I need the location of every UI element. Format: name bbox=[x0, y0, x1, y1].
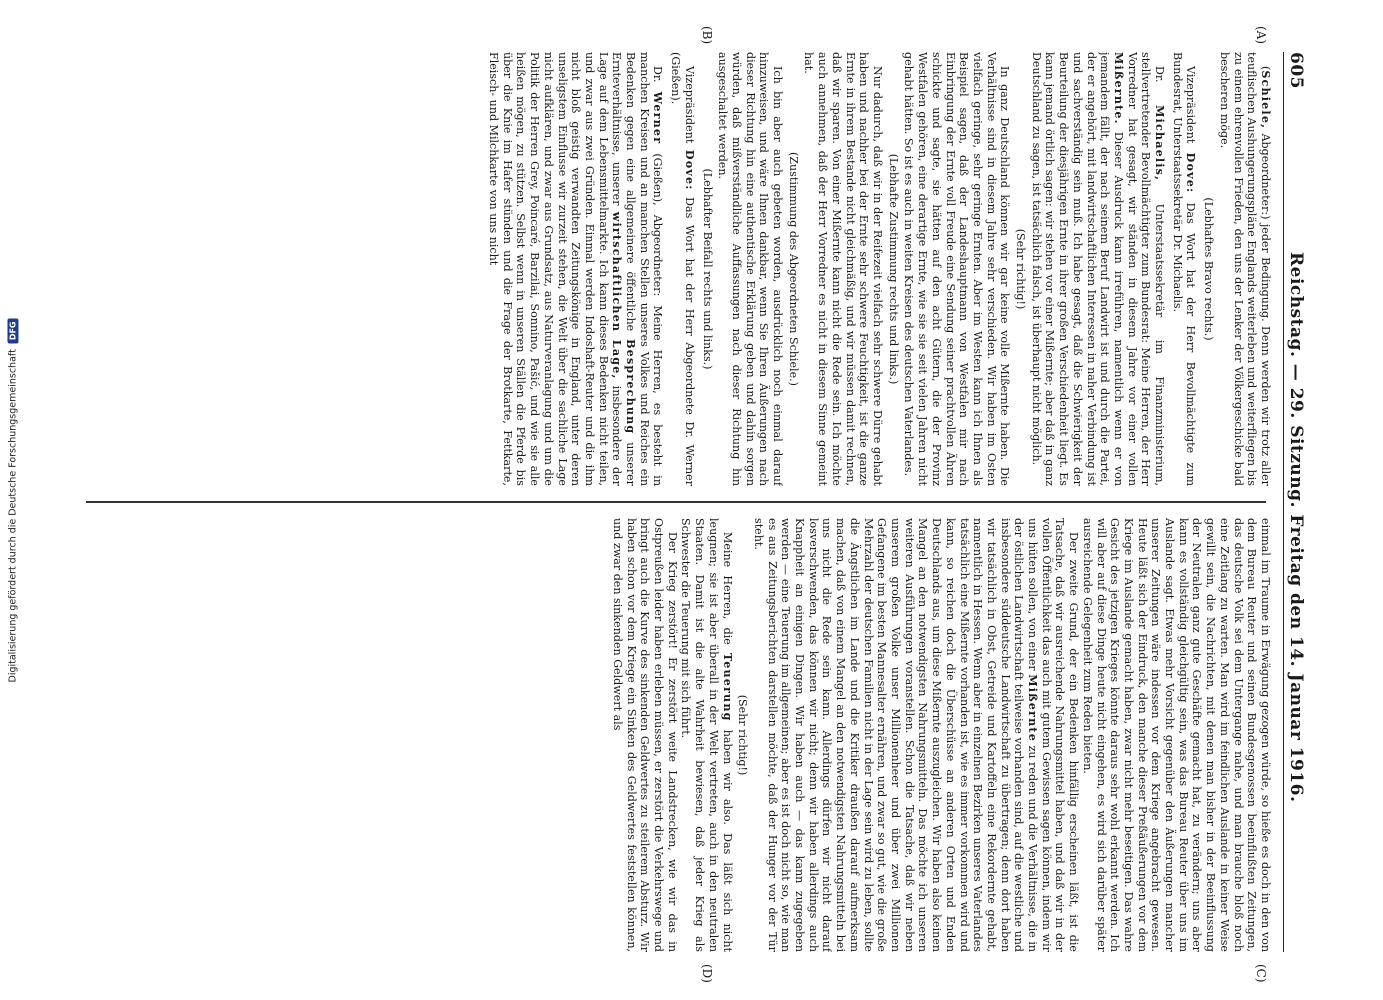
speaker-name: Schiele, bbox=[1259, 70, 1272, 130]
paragraph bbox=[668, 52, 695, 486]
paragraph-text: Meine Herren, es besteht in manchen Kreisen und an manchen Stellen unseres Volkes und Reiches ein Bedenken gegen eine allgemeinere öffentliche bbox=[624, 52, 665, 486]
paragraph-text: jeder Bedingung. Denn werden wir trotz aller teuflischen Aushungerungspläne Englands weiterleben und weiterfliegen bis zu einem ehrenvollen Frieden, den uns der Lenker der Völkergeschicke bald bescheren möge. bbox=[1217, 52, 1272, 486]
emphasis: Mißernte bbox=[1026, 674, 1040, 742]
credit-text: Digitalisierung gefördert durch die Deutsche Forschungsgemeinschaft bbox=[7, 348, 19, 682]
speaker-role: Unterstaatssekretär im Finanzministerium, stellvertretender Bevollmächtigter zum Bundesrat: bbox=[1139, 52, 1167, 486]
speaker-title: Vizepräsident bbox=[682, 66, 696, 144]
dfg-logo: DFG bbox=[8, 318, 19, 343]
paragraph-text: unserer Ernteverhältnisse, unserer bbox=[610, 52, 638, 486]
paragraph: Nur dadurch, daß wir in der Reifezeit vielfach sehr schwere Dürre gehabt haben und nachher bei der Ernte sehr schwere Feuchtigkeit, ist die ganze Ernte in ihrem Bestande nicht gleichmäßig, und wir müssen damit rechnen, daß wir sparen. Von einer Mißernte kann nicht die Rede sein. Ich möchte auch annehmen, daß der Herr Vorredner es nicht in diesem Sinne gemeint hat. bbox=[802, 52, 885, 486]
paragraph: (Schiele, Abgeordneter:) jeder Bedingung. Denn werden wir trotz aller teuflischen Aushungerungspläne Englands weiterleben und weiterfliegen bis zu einem ehrenvollen Frieden, den uns der Lenker der Völkergeschicke bald bescheren möge. bbox=[1217, 52, 1272, 486]
margin-mark-b: (B) bbox=[700, 26, 714, 45]
paragraph bbox=[486, 52, 664, 486]
paragraph-text: insbesondere der Lage auf dem Lebensmittelmarkte. Ich kann dieses Bedenken nicht teilen, und zwar aus zwei Gründen. Einmal werden Indoshaft-Reuter und die ihm nicht bloß geistig verwandten Zeitungskönige in England, unter deren unseligstem Einflusse wir zurzeit stehen, die Welt über die sachliche Lage nicht aufklären, und zwar aus Grundsatz, aus Naturveranlagung und um die Politik der Herren Grey, Poincaré, Barzilai, Sonnino, Pašić, und wie sie alle heißen mögen, zu stützen. Selbst wenn in unseren Ställen die Pferde bis über die Knie im Hafer stünden und die Frage der Brotkarte, Fettkarte, Fleisch- und Milchkarte von uns nicht bbox=[487, 52, 624, 486]
paragraph-text: Das Wort hat der Herr Abgeordnete Dr. Werner (Gießen). bbox=[669, 52, 696, 486]
reaction: (Sehr richtig!) bbox=[1014, 228, 1028, 310]
speaker-name: Michaelis, bbox=[1153, 105, 1167, 182]
emphasis: Mißernte. bbox=[1111, 52, 1125, 125]
paragraph-text: Dieser Ausdruck kann irreführen, namentlich wenn er von jemandem fällt, der nach seinem Beruf Landwirt ist und durch die Partei, der er angehört, mit landwirtschaftlichen Interessen in naher Verbindung ist und sachverständig sein muß. Ich habe gesagt, daß die Schwierigkeit der Beurteilung der diesjährigen Ernte in ihrer großen Verschiedenheit liegt. Es kann jemand örtlich sagen: wir stehen vor einer Mißernte; aber daß in ganz Deutschland zu sagen, ist tatsächlich falsch, ist überhaupt nicht möglich. bbox=[1029, 52, 1125, 486]
speaker-prefix: Dr. bbox=[651, 66, 665, 83]
paragraph-text: Der zweite Grund, der ein Bedenken hinfällig erscheinen läßt, ist die Tatsache, daß wir ausreichende Nahrungsmittel haben, und daß wir in der vollen Öffentlichkeit das auch mit gutem Gewissen sagen können, indem wir uns hüten sollen, von einer bbox=[1026, 518, 1081, 952]
reaction: (Sehr richtig!) bbox=[736, 694, 750, 776]
speaker-prefix: Dr. bbox=[1153, 66, 1167, 83]
speaker-name: Dove: bbox=[1184, 152, 1198, 194]
speaker-name: Dove: bbox=[682, 149, 696, 191]
paragraph-text: Das Wort hat der Herr Bevollmächtigte zum Bundesrat, Unterstaatssekretär Dr. Michaelis. bbox=[1170, 52, 1198, 486]
paragraph bbox=[1170, 52, 1197, 486]
paragraph-text: Meine Herren, die bbox=[720, 532, 734, 645]
paragraph: Ich bin aber auch gebeten worden, ausdrücklich noch einmal darauf hinzuweisen, und wäre Ihnen dankbar, wenn Sie Ihren Äußerungen nach dieser Richtung hin eine authentische Erklärung geben und dahin sorgen würden, daß mißverständliche Auffassungen nach dieser Richtung hin ausgeschaltet werden. bbox=[716, 52, 785, 486]
emphasis: Besprechung bbox=[624, 339, 638, 435]
paragraph: In ganz Deutschland können wir gar keine volle Mißernte haben. Die Verhältnisse sind in diesem Jahre sehr verschieden. Wir haben im Osten vielfach geringe, sehr geringe Ernten. Aber im Westen kann ich Ihnen als Beispiel sagen, daß der Landeshauptmann von Westfalen mir nach Einbringung der Ernte voll Freude eine Sendung seiner prachtvollen Ähren schickte und sagte, sie hätten auf den acht Gütern, die der Provinz Westfalen gehören, eine derartige Ernte, wie sie sie seit vielen Jahren nicht gehabt hätten. So ist es auch in weiten Kreisen des deutschen Vaterlandes. bbox=[902, 52, 1012, 486]
running-header bbox=[1283, 52, 1306, 952]
margin-mark-d: (D) bbox=[700, 964, 714, 983]
column-divider bbox=[86, 501, 1266, 503]
speaker-name: Werner bbox=[651, 91, 665, 145]
emphasis: Teuerung bbox=[720, 653, 734, 722]
paragraph-text: zu reden und die Verhältnisse, die in der östlichen Landwirtschaft teilweise vorhanden sind, auf die westliche und insbesondere süddeutsche Landwirtschaft zu übertragen; denn dort haben wir tatsächlich in Obst, Getreide und Kartoffeln eine Rekordernte gehabt, namentlich in Hessen. Wenn aber in einzelnen Bezirken unseres Vaterlandes tatsächlich eine Mißernte vorhanden ist, wie es immer vorkommen wird und kann, so reichen doch die Überschüsse an anderen Orten und Enden Deutschlands aus, um diese Mißernte auszugleichen. Wir haben also keinen Mangel an den notwendigsten Nahrungsmitteln. Das möchte ich unseren weiteren Ausführungen voranstellen. Schon die Tatsache, daß wir neben unserem großen Volke unser Millionenheer und über zwei Millionen Gefangene im besten Mannesalter ernähren, und zwar so gut, wie die große Mehrzahl der deutschen Familien nicht in der Lage sein wird zu leben, sollte die Ängstlichen im Lande und die Kritiker draußen darauf aufmerksam machen, daß von einem Mangel an den notwendigsten Nahrungsmitteln bei uns nicht die Rede sein kann. Allerdings dürfen wir nicht darauf losverschwenden, das können wir nicht; denn wir haben allerdings auch Knappheit an einigen Dingen. Wir haben auch — das kann zugegeben werden — eine Teuerung im allgemeinen; aber es ist doch nicht so, wie man es aus Zeitungsberichten darstellen möchte, daß der Hunger vor der Tür steht. bbox=[751, 518, 1040, 952]
page-number: 605 bbox=[1286, 52, 1306, 89]
footer-credit bbox=[2, 0, 24, 1000]
paragraph-text: haben wir also. Das läßt sich nicht leugnen; sie ist aber überall in der Welt vertreten, auch in den neutralen Staaten. Damit ist die alte Wahrheit bewiesen, daß jeder Krieg als Schwester die Teuerung mit sich führt. bbox=[679, 518, 734, 952]
speaker-role: (Gießen), Abgeordneter: bbox=[651, 153, 665, 297]
paragraph: einmal im Traume in Erwägung gezogen würde, so hieße es doch in den von dem Bureau Reuter und seinen Bundesgenossen beeinflußten Zeitungen, das deutsche Volk sei dem Untergange nahe, und man brauche bloß noch eine Zeitlang zu warten. Man wird im feindlichen Auslande in keiner Weise gewillt sein, die Nachrichten, mit denen man bisher in der Beeinflussung der Neutralen ganz gute Geschäfte gemacht hat, zu verändern; uns aber kann es vollständig gleichgültig sein, was das Bureau Reuter über uns im Auslande sagt. Etwas mehr Vorsicht gegenüber den Äußerungen mancher unserer Zeitungen wäre indessen vor dem Kriege angebracht gewesen. Heute läßt sich der Eindruck, den manche dieser Preßäußerungen vor dem Kriege im Auslande gemacht haben, zwar nicht mehr beseitigen. Das wahre Gesicht des jetzigen Krieges könnte daraus sehr wohl erkannt werden. Ich will aber auf diese Dinge heute nicht eingehen, es wird sich darüber später ausreichende Gelegenheit zum Reden bieten. bbox=[1080, 518, 1272, 952]
paragraph bbox=[751, 518, 1080, 952]
margin-mark-c: (C) bbox=[1254, 964, 1268, 983]
margin-mark-a: (A) bbox=[1254, 26, 1268, 45]
paragraph-text: Meine Herren, der Herr Vorredner hat gesagt, wir ständen in diesem Jahre vor einer vollen bbox=[1125, 52, 1153, 486]
speaker-title: Vizepräsident bbox=[1184, 66, 1198, 144]
reaction: (Lebhaftes Bravo rechts.) bbox=[1202, 197, 1216, 341]
paragraph bbox=[1029, 52, 1166, 486]
document-page bbox=[66, 26, 1306, 983]
reaction: (Zustimmung des Abgeordneten Schiele.) bbox=[786, 151, 800, 387]
reaction: (Lebhafter Beifall rechts und links.) bbox=[700, 168, 714, 370]
left-column bbox=[82, 52, 1272, 486]
paragraph: Der Krieg zerstört! Er zerstört weite Landstrecken, wie wir das in Ostpreußen leider haben erleben müssen, er zerstört die Verkehrswege und bringt auch die Kurve des sinkenden Geldwertes zu steilerem Absturz. Wir haben schon vor dem Kriege ein Sinken des Geldwertes feststellen können, und zwar den sinkenden Geldwert als bbox=[610, 518, 679, 952]
emphasis: wirtschaftlichen Lage, bbox=[610, 211, 624, 380]
paragraph bbox=[679, 518, 734, 952]
header-title: Reichstag. — 29. Sitzung. Freitag den 14. Januar 1916. bbox=[1286, 252, 1306, 803]
right-column bbox=[82, 518, 1272, 952]
reaction: (Lebhafte Zustimmung rechts und links.) bbox=[886, 153, 900, 385]
speaker-role: Abgeordneter: bbox=[1259, 133, 1272, 216]
